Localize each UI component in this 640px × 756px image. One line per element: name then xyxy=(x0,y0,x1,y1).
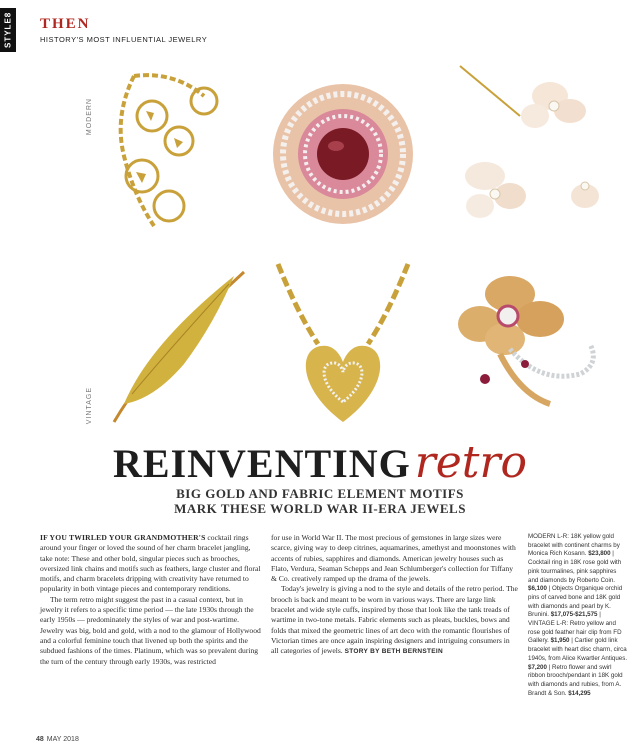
section-kicker: THEN xyxy=(40,16,91,32)
deck-line-1: BIG GOLD AND FABRIC ELEMENT MOTIFS xyxy=(176,486,464,501)
page-number: 48 xyxy=(36,736,44,743)
paragraph-3: for use in World War II. The most precious of gemstones in large sizes were scarce, giving way to deep citrines, aquamarines, amethyst and moonstones with accents of rubies, sapphires and diamonds. American jewelry houses such as Flato, Verdura, Seaman Schepps and Jean Schlumberger's collection for Tiffany & Co. creatively ramped up the drama of the jewels. xyxy=(271,533,516,584)
headline xyxy=(0,437,640,488)
jewelry-photo-grid xyxy=(80,56,610,428)
credit-3: | Objects Organique orchid pins of carved bone and 18K gold with diamonds and pearl by K. Brunini. xyxy=(528,585,623,619)
section-tab: STYLE8 xyxy=(0,8,16,52)
credit-2: | Cocktail ring in 18K rose gold with pink tourmalines, pink sapphires and diamonds by Roberto Coin. xyxy=(528,550,622,584)
byline: STORY BY BETH BERNSTEIN xyxy=(344,648,444,656)
deck xyxy=(0,486,640,516)
paragraph-1-text: cocktail rings around your finger or loved the sound of her charm bracelet jangling, take note: These and other bold, singular pieces such as brooches, oversized link chains and motifs such as feathers, large cluster and floral motifs, and charm bracelets dripping with creativity have returned to popularity in both vintage pieces and contemporary renditions. xyxy=(40,533,261,594)
photo-credits xyxy=(528,533,628,698)
credit-4: | VINTAGE L-R: Retro yellow and rose gold feather hair clip from FD Gallery. xyxy=(528,611,622,645)
credit-1: MODERN L-R: 18K yellow gold bracelet with continent charms by Monica Rich Kosann. xyxy=(528,533,620,558)
cocktail-ring-photo xyxy=(258,66,432,246)
paragraph-4 xyxy=(271,584,518,657)
price-6: $14,295 xyxy=(568,689,591,697)
price-1: $23,800 xyxy=(588,550,611,558)
feather-hair-clip-photo xyxy=(94,254,252,428)
price-4: $1,950 xyxy=(550,637,570,645)
retro-flower-brooch-photo xyxy=(440,254,610,428)
price-3: $17,075-$21,575 xyxy=(550,611,598,619)
article-column-2 xyxy=(271,533,518,658)
headline-accent: retro xyxy=(414,437,527,488)
orchid-pins-photo xyxy=(440,56,610,246)
issue-date: MAY 2018 xyxy=(46,736,79,743)
paragraph-1 xyxy=(40,533,262,595)
modern-label: MODERN xyxy=(86,98,93,136)
paragraph-2: The term retro might suggest the past in a casual context, but in jewelry it refers to a specific time period — the late 1930s through the early 1950s — predominately the styles of war and post-wartime. Jewelry was big, bold and gold, with a nod to the glamour of Hollywood and a colorful feminine touch that livened up both the spirits and the subdued fashions of the times. Platinum, which was so prevalent during the turn of the century through early 1930s, was restricted xyxy=(40,594,261,666)
heart-charm-bracelet-photo xyxy=(258,254,432,428)
lead-in: IF YOU TWIRLED YOUR GRANDMOTHER'S xyxy=(40,533,206,542)
folio xyxy=(36,736,79,743)
deck-line-2: MARK THESE WORLD WAR II-ERA JEWELS xyxy=(174,501,466,516)
article-column-1 xyxy=(40,533,262,667)
vintage-label: VINTAGE xyxy=(86,387,93,425)
paragraph-4-text: Today's jewelry is giving a nod to the style and details of the retro period. The brooch is back and meant to be worn in various ways. There are large link bracelet and wide style cuffs, inspired by those that look like the tank treads of wartime in two-tone metals. Fabric elements such as pleats, buckles, bows and folds that mixed the geometric lines of art deco with the romantic flourishes of Victorian times are once again inspiring designers and intriguing consumers in all categories of jewels. xyxy=(271,584,518,656)
price-5: $7,200 xyxy=(528,663,547,671)
section-subtitle: HISTORY'S MOST INFLUENTIAL JEWELRY xyxy=(40,35,208,44)
credit-6: | Retro flower and swirl ribbon brooch/pendant in 18K gold with diamonds and rubies, from A. Brandt & Son. xyxy=(528,663,623,697)
credit-5: | Cartier gold link bracelet with heart disc charm, circa 1940s, from Alice Kwartler Antiques. xyxy=(528,637,628,662)
headline-main: REINVENTING xyxy=(113,441,411,486)
charm-bracelet-photo xyxy=(94,56,252,246)
price-2: $6,100 xyxy=(528,585,547,593)
